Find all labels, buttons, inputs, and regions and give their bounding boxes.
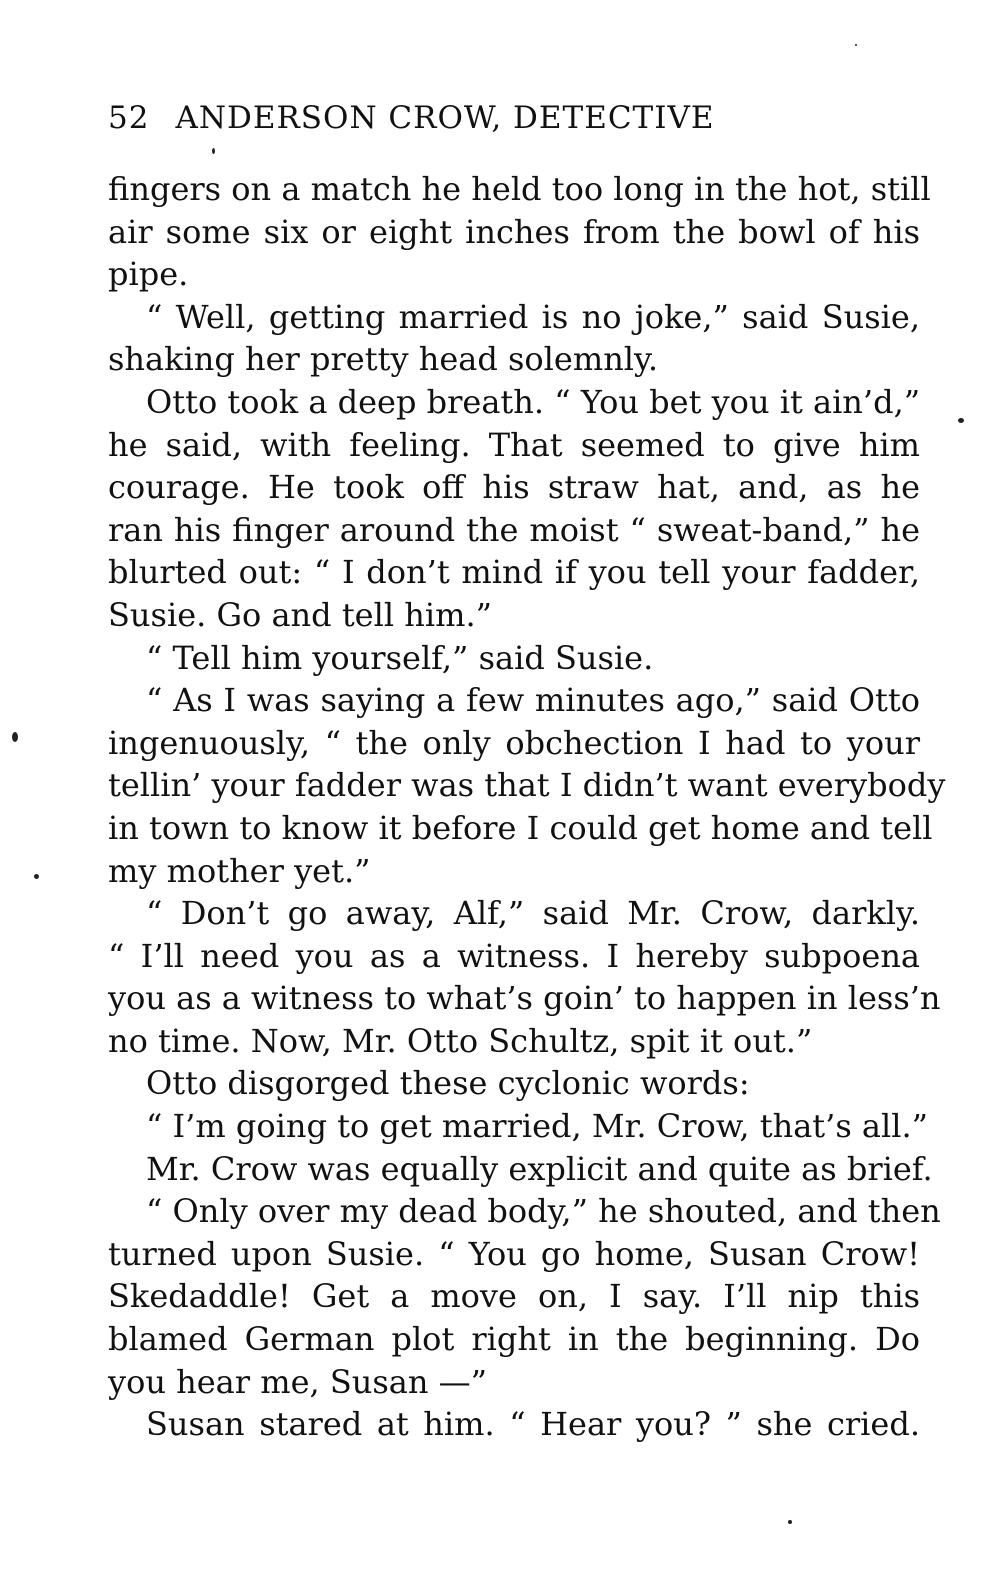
scan-speck bbox=[12, 732, 18, 742]
text-line: you hear me, Susan —” bbox=[108, 1362, 488, 1401]
text-line: pipe. bbox=[108, 255, 189, 294]
scan-speck bbox=[855, 44, 857, 46]
text-line: “ Tell him yourself,” said Susie. bbox=[146, 638, 654, 677]
text-line: Otto disgorged these cyclonic words: bbox=[146, 1064, 750, 1103]
text-line: tellin’ your fadder was that I didn’t want everybody bbox=[108, 766, 946, 805]
text-line: Skedaddle! Get a move on, I say. I’ll nip this bbox=[108, 1277, 920, 1316]
text-line: Mr. Crow was equally explicit and quite as brief. bbox=[146, 1149, 933, 1188]
text-line: Susie. Go and tell him.” bbox=[108, 595, 492, 634]
scan-speck bbox=[958, 418, 964, 423]
page-number: 52 bbox=[108, 100, 150, 136]
text-line: turned upon Susie. “ You go home, Susan Crow! bbox=[108, 1234, 920, 1273]
text-line: “ As I was saying a few minutes ago,” said Otto bbox=[146, 681, 920, 720]
scan-speck bbox=[788, 1520, 792, 1524]
text-line: he said, with feeling. That seemed to give him bbox=[108, 425, 920, 464]
running-title: ANDERSON CROW, DETECTIVE bbox=[175, 100, 715, 136]
text-line: ingenuously, “ the only obchection I had to your bbox=[108, 723, 920, 762]
running-header bbox=[108, 96, 920, 140]
text-line: Susan stared at him. “ Hear you? ” she cried. bbox=[146, 1405, 920, 1444]
scan-speck bbox=[212, 148, 215, 154]
text-line: “ Well, getting married is no joke,” said Susie, bbox=[146, 297, 920, 336]
body-text bbox=[108, 168, 946, 1446]
text-line: air some six or eight inches from the bowl of his bbox=[108, 212, 920, 251]
text-line: “ Don’t go away, Alf,” said Mr. Crow, darkly. bbox=[146, 894, 920, 933]
text-line: courage. He took off his straw hat, and, as he bbox=[108, 468, 920, 507]
text-line: in town to know it before I could get home and tell bbox=[108, 808, 933, 847]
text-line: “ Only over my dead body,” he shouted, and then bbox=[146, 1192, 941, 1231]
text-line: shaking her pretty head solemnly. bbox=[108, 340, 659, 379]
text-line: you as a witness to what’s goin’ to happen in less’n bbox=[108, 979, 941, 1018]
text-line: blurted out: “ I don’t mind if you tell your fadder, bbox=[108, 553, 920, 592]
text-line: my mother yet.” bbox=[108, 851, 371, 890]
text-line: “ I’ll need you as a witness. I hereby subpoena bbox=[108, 936, 920, 975]
text-line: blamed German plot right in the beginning. Do bbox=[108, 1320, 920, 1359]
text-line: fingers on a match he held too long in the hot, still bbox=[108, 170, 931, 208]
text-line: ran his finger around the moist “ sweat-band,” he bbox=[108, 510, 920, 549]
text-line: Otto took a deep breath. “ You bet you it ain’d,” bbox=[146, 382, 921, 421]
scan-speck bbox=[34, 874, 39, 879]
text-line: no time. Now, Mr. Otto Schultz, spit it out.” bbox=[108, 1021, 813, 1060]
text-line: “ I’m going to get married, Mr. Crow, that’s all.” bbox=[146, 1107, 928, 1146]
